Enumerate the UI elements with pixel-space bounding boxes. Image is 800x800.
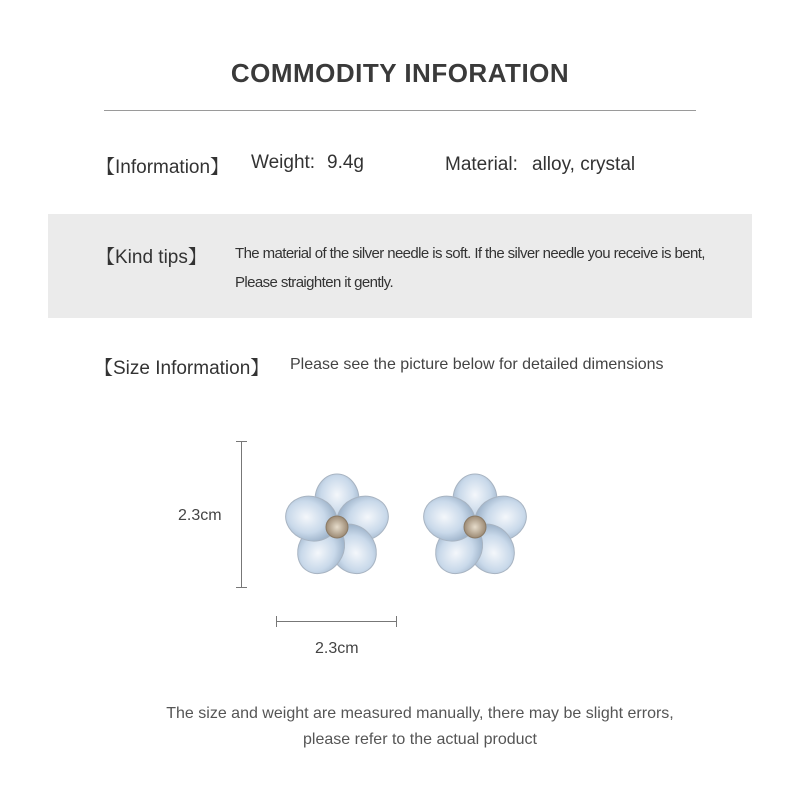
width-dimension-label: 2.3cm	[315, 640, 359, 657]
size-information-label: 【Size Information】	[94, 358, 270, 379]
width-dimension-right-tick	[396, 616, 397, 627]
height-dimension-bottom-tick	[236, 587, 247, 588]
flower-earring-right-icon	[420, 472, 530, 582]
flower-earring-left-icon	[282, 472, 392, 582]
footer-note-line1: The size and weight are measured manually, there may be slight errors,	[166, 705, 674, 722]
height-dimension-line	[241, 441, 242, 587]
material-label: Material:	[445, 154, 518, 175]
width-dimension-line	[276, 621, 397, 622]
weight-value: 9.4g	[327, 152, 364, 173]
size-information-note: Please see the picture below for detailed dimensions	[290, 356, 664, 373]
footer-note-line2: please refer to the actual product	[303, 731, 537, 748]
height-dimension-label: 2.3cm	[178, 507, 222, 524]
title-divider	[104, 110, 696, 111]
kind-tips-label: 【Kind tips】	[96, 247, 207, 268]
kind-tips-text-line2: Please straighten it gently.	[235, 274, 394, 291]
page-title: COMMODITY INFORATION	[230, 58, 570, 88]
weight-label: Weight:	[251, 152, 316, 173]
information-label: 【Information】	[96, 157, 230, 178]
material-value: alloy, crystal	[532, 154, 636, 175]
kind-tips-text-line1: The material of the silver needle is soft. If the silver needle you receive is bent,	[235, 245, 705, 262]
